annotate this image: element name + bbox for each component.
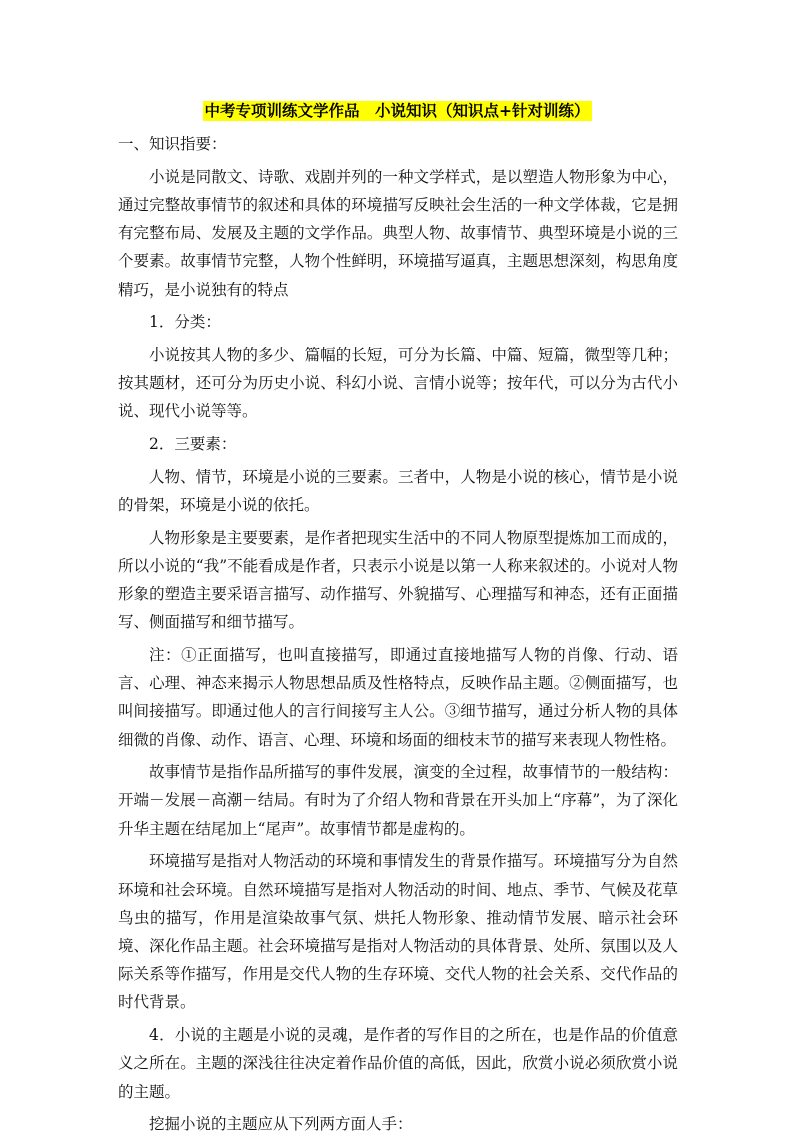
document-title: 中考专项训练文学作品 小说知识（知识点+针对训练） [204, 101, 590, 120]
paragraph-three-elements: 人物、情节，环境是小说的三要素。三者中，人物是小说的核心，情节是小说的骨架，环境是小说的依托。 [118, 467, 678, 514]
paragraph-intro: 小说是同散文、诗歌、戏剧并列的一种文学样式，是以塑造人物形象为中心，通过完整故事情节的叙述和具体的环境描写反映社会生活的一种文学体裁，它是拥有完整布局、发展及主题的文学作品。典型人物、故事情节、典型环境是小说的三个要素。故事情节完整，人物个性鲜明，环境描写逼真，主题思想深刻，构思角度精巧，是小说独有的特点 [118, 167, 678, 299]
paragraph-environment: 环境描写是指对人物活动的环境和事情发生的背景作描写。环境描写分为自然环境和社会环境。自然环境描写是指对人物活动的时间、地点、季节、气候及花草鸟虫的描写，作用是渲染故事气氛、烘托人物形象、推动情节发展、暗示社会环境、深化作品主题。社会环境描写是指对人物活动的具体背景、处所、氛围以及人际关系等作描写，作用是交代人物的生存环境、交代人物的社会关系、交代作品的时代背景。 [118, 852, 678, 1012]
paragraph-theme: 4．小说的主题是小说的灵魂，是作者的写作目的之所在，也是作品的价值意义之所在。主题的深浅往往决定着作品价值的高低，因此，欣赏小说必须欣赏小说的主题。 [118, 1026, 678, 1101]
subheading-three-elements: 2．三要素： [149, 435, 237, 454]
subheading-classification: 1．分类： [149, 313, 221, 332]
paragraph-note: 注：①正面描写，也叫直接描写，即通过直接地描写人物的肖像、行动、语言、心理、神态来揭示人物思想品质及性格特点，反映作品主题。②侧面描写，也叫间接描写。即通过他人的言行间接写主人公。③细节描写，通过分析人物的具体细微的肖像、动作、语言、心理、环境和场面的细枝末节的描写来表现人物性格。 [118, 645, 678, 749]
paragraph-characters: 人物形象是主要要素，是作者把现实生活中的不同人物原型提炼加工而成的，所以小说的“我”不能看成是作者，只表示小说是以第一人称来叙述的。小说对人物形象的塑造主要采语言描写、动作描写、外貌描写、心理描写和神态，还有正面描写、侧面描写和细节描写。 [118, 528, 678, 632]
paragraph-plot: 故事情节是指作品所描写的事件发展，演变的全过程，故事情节的一般结构：开端－发展－高潮－结局。有时为了介绍人物和背景在开头加上“序幕”，为了深化升华主题在结尾加上“尾声”。故事情节都是虚构的。 [118, 763, 678, 838]
paragraph-theme-approach: 挖掘小说的主题应从下列两方面人手： [149, 1115, 413, 1134]
document-body [118, 130, 678, 1138]
paragraph-classification: 小说按其人物的多少、篇幅的长短，可分为长篇、中篇、短篇，微型等几种；按其题材，还可分为历史小说、科幻小说、言情小说等；按年代，可以分为古代小说、现代小说等等。 [118, 345, 678, 421]
title-container [0, 101, 794, 121]
section-heading: 一、知识指要： [118, 135, 227, 153]
